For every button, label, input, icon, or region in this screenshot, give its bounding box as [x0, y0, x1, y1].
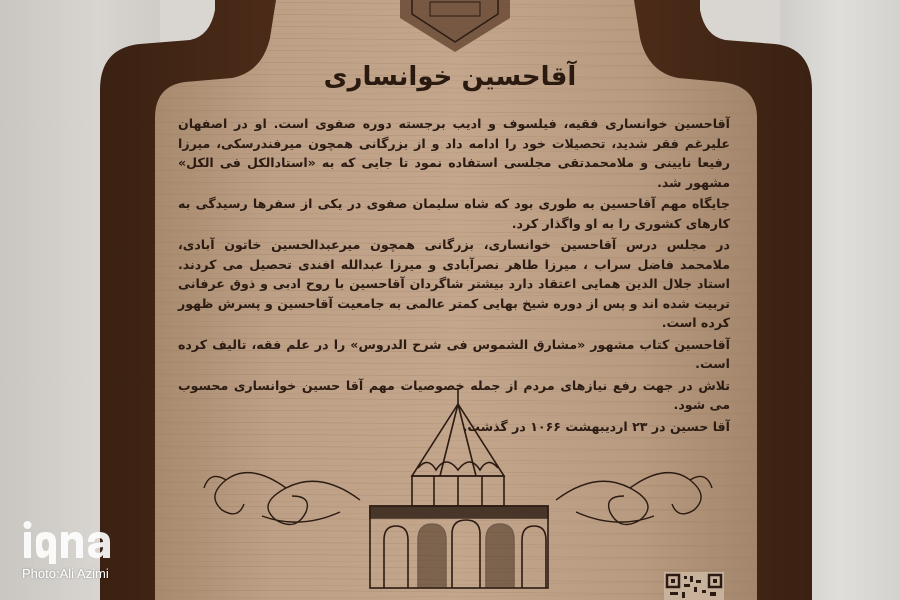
paragraph: آقا حسین در ۲۳ اردیبهشت ۱۰۶۶ در گذشت. [462, 418, 730, 434]
photo-credit: Photo:Ali Azimi [22, 566, 109, 581]
sign-title: آقاحسین خوانساری [323, 62, 577, 92]
paragraph: آقاحسین خوانساری فقیه، فیلسوف و ادیب برجسته دوره صفوی است. او در اصفهان علیرغم فقر شدید، تحصیلات خود را ادامه داد و از بزرگانی همچون میرفندرسکی، میرزا رفیعا نایینی و ملامحمدتقی مجلسی استفاده نمود تا جایی که به «استادالکل فی الکل» مشهور شد. [178, 116, 730, 190]
qr-code-icon [664, 572, 724, 600]
paragraph: آقاحسین کتاب مشهور «مشارق الشموس فی شرح الدروس» را در علم فقه، تالیف کرده است. [178, 336, 730, 371]
paragraph: در مجلس درس آقاحسین خوانساری، بزرگانی همچون میرعبدالحسین خاتون آبادی، ملامحمد فاضل سراب ، میرزا طاهر نصرآبادی و میرزا عبدالله افندی تحصیل می کردند. استاد جلال الدین همایی اعتقاد دارد بیشتر شاگردان آقاحسین با روح ادبی و ذوق عرفانی تربیت شده اند و پس از دوره شیخ بهایی کمتر عالمی به جامعیت آقاحسین و پسرش ظهور کرده است. [178, 237, 730, 330]
paragraph: تلاش در جهت رفع نیازهای مردم از جمله خصوصیات مهم آقا حسین خوانساری محسوب می شود. [178, 377, 730, 412]
paragraph: جایگاه مهم آقاحسین به طوری بود که شاه سلیمان صفوی در یکی از سفرها رسیدگی به کارهای کشوری را به او واگذار کرد. [178, 196, 730, 231]
iqna-logo [20, 520, 140, 564]
sign-body [178, 114, 730, 438]
